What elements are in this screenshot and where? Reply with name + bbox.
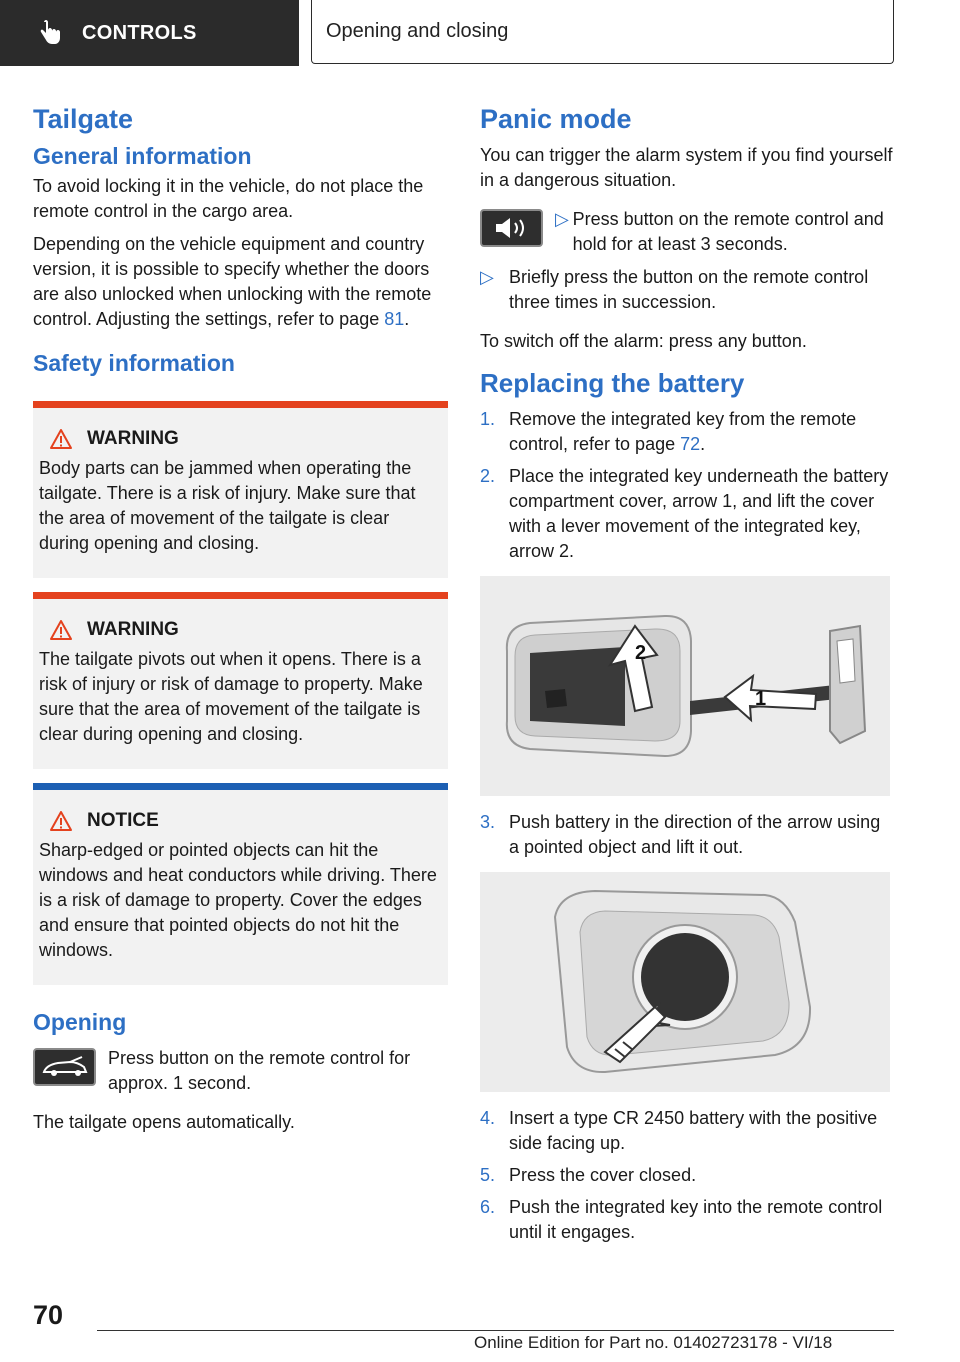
opening-text: Press button on the remote control for approx. 1 second. (108, 1048, 411, 1093)
step-number: 2. (480, 466, 496, 486)
panic-intro: You can trigger the alarm system if you find yourself in a dangerous situation. (480, 145, 893, 190)
tailgate-button-icon (33, 1048, 96, 1086)
bullet-marker: ▷ (480, 267, 494, 287)
opening-after-text: The tailgate opens automatically. (33, 1112, 295, 1132)
alarm-off-text: To switch off the alarm: press any button. (480, 331, 807, 351)
notice-box (33, 783, 448, 985)
key-removal-illustration (480, 576, 890, 796)
arrow-label-2: 2 (635, 642, 647, 664)
notice-triangle-icon (49, 810, 73, 832)
section-tab (0, 0, 299, 66)
general-info-heading: General information (33, 143, 252, 169)
battery-step-5 (480, 1163, 895, 1188)
opening-instruction (33, 1046, 448, 1096)
page-header (0, 0, 960, 66)
panic-step-1-text: Press button on the remote control and hold for at least 3 seconds. (572, 209, 884, 254)
general-info-paragraph-1: To avoid locking it in the vehicle, do not place the remote control in the cargo area. (33, 176, 424, 221)
battery-step-6 (480, 1195, 895, 1245)
battery-removal-illustration (480, 872, 890, 1092)
step-number: 4. (480, 1108, 496, 1128)
battery-step-4-text: Insert a type CR 2450 battery with the positive side facing up. (509, 1108, 878, 1153)
panic-step-2 (480, 265, 895, 315)
page-link-72[interactable]: 72 (680, 434, 701, 454)
step-number: 6. (480, 1197, 496, 1217)
warning-box-2 (33, 592, 448, 769)
warning-triangle-icon (49, 428, 73, 450)
warning-label: WARNING (87, 619, 179, 640)
paragraph-text: Depending on the vehicle equipment and country version, it is possible to specify whether the doors are also unlocked when unlocking with the remote control. Adjusting the settings, refer to page (33, 234, 432, 329)
bullet-marker: ▷ (555, 209, 569, 229)
battery-steps-b (480, 810, 895, 860)
battery-step-3-text: Push battery in the direction of the arrow using a pointed object and lift it out. (509, 812, 881, 857)
paragraph-text-end: . (404, 309, 410, 329)
panic-steps (480, 265, 895, 315)
battery-step-4 (480, 1106, 895, 1156)
step-number: 5. (480, 1165, 496, 1185)
section-label: CONTROLS (82, 21, 197, 44)
step-number: 1. (480, 409, 496, 429)
page-number: 70 (33, 1300, 64, 1330)
battery-step-1-text (509, 407, 895, 457)
battery-steps-a (480, 407, 895, 564)
safety-info-heading: Safety information (33, 350, 235, 376)
panic-step-2-text: Briefly press the button on the remote control three times in succession. (509, 267, 869, 312)
horn-button-icon (480, 209, 543, 247)
general-info-paragraph-2 (33, 232, 448, 332)
battery-steps-c (480, 1106, 895, 1245)
opening-heading: Opening (33, 1009, 127, 1035)
step-text-end: . (700, 434, 706, 454)
arrow-label-1: 1 (755, 688, 767, 710)
battery-step-2-text: Place the integrated key underneath the battery compartment cover, arrow 1, and lift the cover with a lever movement of the integrated key, arrow 2. (509, 466, 889, 561)
battery-step-5-text: Press the cover closed. (509, 1165, 697, 1185)
step-text: Remove the integrated key from the remote control, refer to page (509, 409, 857, 454)
battery-step-3 (480, 810, 895, 860)
battery-heading: Replacing the battery (480, 368, 745, 398)
step-number: 3. (480, 812, 496, 832)
warning-triangle-icon (49, 619, 73, 641)
warning-text: The tailgate pivots out when it opens. There is a risk of injury or risk of damage to property. Make sure that the area of movement of the tailgate is clear during opening and closing. (39, 649, 423, 744)
panic-step-1 (480, 207, 895, 257)
tailgate-heading: Tailgate (33, 104, 134, 134)
panic-mode-heading: Panic mode (480, 104, 632, 134)
hand-pointer-icon (38, 20, 62, 46)
battery-step-2 (480, 464, 895, 564)
notice-text: Sharp-edged or pointed objects can hit the windows and heat conductors while driving. There is a risk of damage to property. Cover the edges and ensure that pointed objects do not hit the windows. (39, 840, 437, 960)
battery-step-1 (480, 407, 895, 457)
left-column (33, 98, 448, 1143)
warning-box-1 (33, 401, 448, 578)
page-link-81[interactable]: 81 (384, 309, 405, 329)
footer-divider (97, 1330, 894, 1331)
battery-step-6-text: Push the integrated key into the remote control until it engages. (509, 1197, 883, 1242)
chapter-title: Opening and closing (311, 0, 894, 64)
notice-label: NOTICE (87, 810, 159, 831)
edition-text: Online Edition for Part no. 01402723178 - VI/18 (474, 1333, 833, 1352)
warning-text: Body parts can be jammed when operating the tailgate. There is a risk of injury. Make sure that the area of movement of the tailgate is clear during opening and closing. (39, 458, 416, 553)
right-column (480, 98, 895, 1253)
warning-label: WARNING (87, 428, 179, 449)
